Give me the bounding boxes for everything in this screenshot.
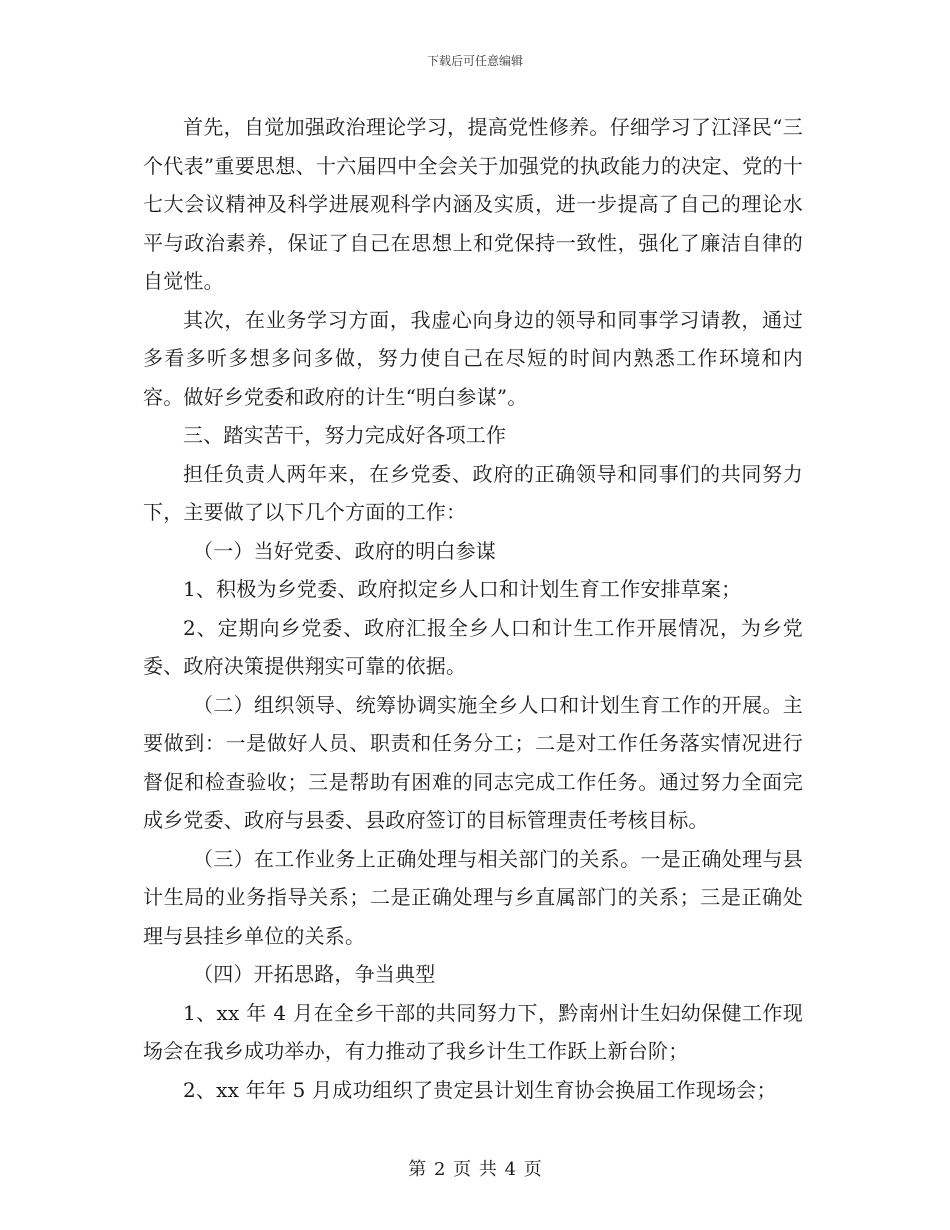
list-item-4-1: 1、xx 年 4 月在全乡干部的共同努力下，黔南州计生妇幼保健工作现场会在我乡成功举办，有力推动了我乡计生工作跃上新台阶； bbox=[143, 1000, 803, 1063]
paragraph-business-study: 其次，在业务学习方面，我虚心向身边的领导和同事学习请教，通过多看多听多想多问多做，努力使自己在尽短的时间内熟悉工作环境和内容。做好乡党委和政府的计生“明白参谋”。 bbox=[143, 307, 803, 409]
page-number-footer: 第 2 页 共 4 页 bbox=[408, 1159, 542, 1180]
document-body bbox=[143, 108, 803, 1109]
page-header-note: 下载后可任意编辑 bbox=[426, 54, 523, 68]
paragraph-theory-study: 首先，自觉加强政治理论学习，提高党性修养。仔细学习了江泽民“三个代表”重要思想、十六届四中全会关于加强党的执政能力的决定、党的十七大会议精神及科学进展观科学内涵及实质，进一步提高了自己的理论水平与政治素养，保证了自己在思想上和党保持一致性，强化了廉洁自律的自觉性。 bbox=[143, 115, 803, 293]
subheading-4: （四）开拓思路，争当典型 bbox=[193, 962, 436, 986]
list-item-2: 2、定期向乡党委、政府汇报全乡人口和计生工作开展情况，为乡党委、政府决策提供翔实可靠的依据。 bbox=[143, 615, 803, 678]
paragraph-organize-lead: （二）组织领导、统筹协调实施全乡人口和计划生育工作的开展。主要做到：一是做好人员、职责和任务分工；二是对工作任务落实情况进行督促和检查验收；三是帮助有困难的同志完成工作任务。通过努力全面完成乡党委、政府与县委、县政府签订的目标管理责任考核目标。 bbox=[143, 692, 803, 832]
list-item-4-2: 2、xx 年年 5 月成功组织了贵定县计划生育协会换届工作现场会； bbox=[183, 1077, 777, 1102]
paragraph-work-summary: 担任负责人两年来，在乡党委、政府的正确领导和同事们的共同努力下，主要做了以下几个方面的工作： bbox=[143, 461, 803, 524]
paragraph-relations: （三）在工作业务上正确处理与相关部门的关系。一是正确处理与县计生局的业务指导关系；二是正确处理与乡直属部门的关系；三是正确处理与县挂乡单位的关系。 bbox=[143, 846, 803, 948]
list-item-1: 1、积极为乡党委、政府拟定乡人口和计划生育工作安排草案； bbox=[183, 577, 742, 601]
section-heading-3: 三、踏实苦干，努力完成好各项工作 bbox=[183, 423, 507, 447]
subheading-1: （一）当好党委、政府的明白参谋 bbox=[193, 538, 496, 563]
